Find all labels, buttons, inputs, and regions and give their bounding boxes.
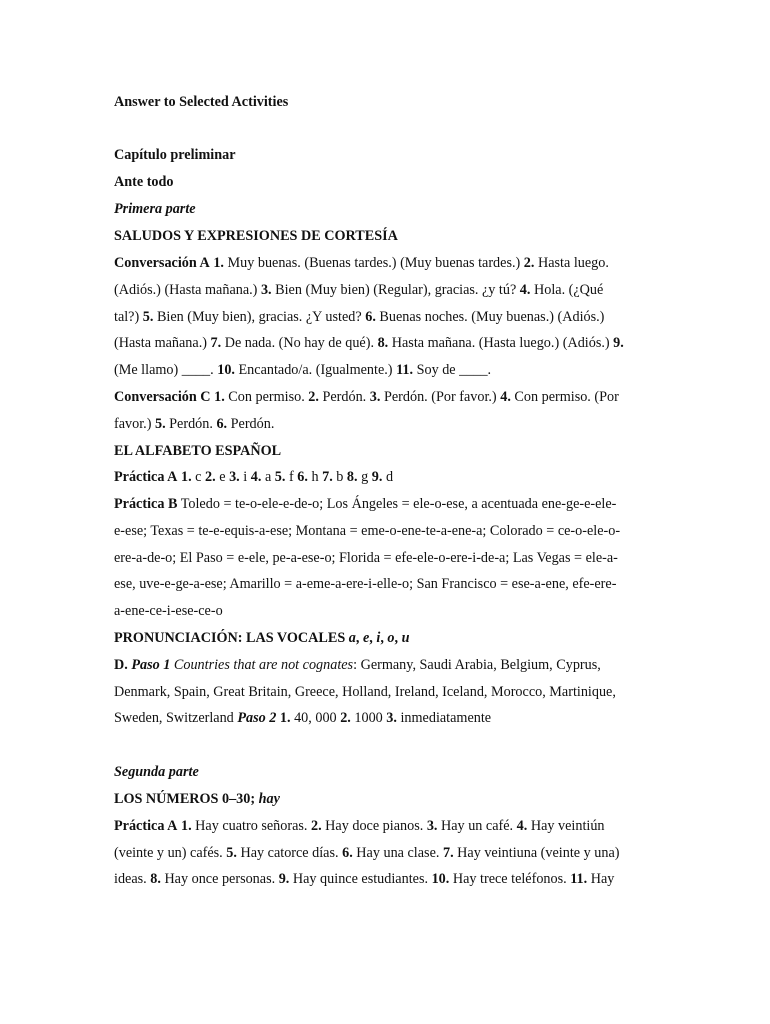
text-run: Hay veintiún: [527, 818, 605, 834]
item-number: 10.: [217, 362, 235, 378]
item-number: 9.: [278, 871, 290, 887]
item-number: 10.: [431, 871, 450, 887]
text-run: Bien (Muy bien), gracias. ¿Y usted?: [153, 309, 366, 325]
vowel-letter: u: [401, 630, 410, 646]
text-run: Hasta luego.: [534, 255, 609, 271]
practica-b-line-2: e-ese; Texas = te-e-equis-a-ese; Montana = eme-o-ene-te-a-ene-a; Colorado = ce-o-ele-o-: [114, 523, 621, 539]
conversacion-c-line-1: [114, 384, 619, 411]
item-number: 7.: [442, 845, 454, 861]
conversacion-c-line-2: [114, 411, 274, 438]
page-title: Answer to Selected Activities: [114, 94, 289, 110]
vowel-separator: ,: [355, 630, 363, 646]
item-number: 4.: [500, 389, 511, 405]
pronunciacion-heading-text: PRONUNCIACIÓN: LAS VOCALES: [114, 630, 346, 646]
vowel-separator: ,: [380, 630, 388, 646]
item-number: 11.: [396, 362, 414, 378]
practica-a-alfabeto: [114, 464, 393, 491]
item-number: 1.: [279, 710, 291, 726]
text-run: Bien (Muy bien) (Regular), gracias. ¿y tú?: [271, 282, 520, 298]
item-number: 8.: [150, 871, 161, 887]
practica-a-numeros-line-3: [114, 866, 614, 893]
text-run: Con permiso. (Por: [510, 389, 619, 405]
text-run: favor.): [114, 416, 155, 432]
conversacion-a-line-1: [114, 250, 609, 277]
conversacion-c-runs-1: [214, 389, 619, 405]
text-run: De nada. (No hay de qué).: [221, 335, 378, 351]
text-run: Hay doce pianos.: [321, 818, 427, 834]
item-number: 5.: [274, 469, 286, 485]
countries-label: Countries that are not cognates: [173, 657, 354, 673]
item-number: 7.: [210, 335, 222, 351]
item-number: 5.: [226, 845, 237, 861]
item-number: 6.: [297, 469, 308, 485]
item-number: 2.: [523, 255, 535, 271]
text-run: inmediatamente: [396, 710, 492, 726]
text-run: Hay quince estudiantes.: [289, 871, 432, 887]
item-number: 5.: [154, 416, 166, 432]
text-run: Con permiso.: [224, 389, 309, 405]
item-number: 9.: [613, 335, 624, 351]
item-number: 1.: [180, 818, 192, 834]
numeros-hay: hay: [258, 791, 280, 807]
conversacion-a-line-3: [114, 304, 604, 331]
text-run: Hay once personas.: [160, 871, 279, 887]
chapter-heading: Capítulo preliminar: [114, 147, 236, 163]
text-run: 40, 000: [290, 710, 341, 726]
text-run: Hola. (¿Qué: [530, 282, 604, 298]
pronunciacion-heading: [114, 625, 409, 652]
item-number: 1.: [180, 469, 192, 485]
item-number: 6.: [365, 309, 376, 325]
text-run: Hay catorce días.: [236, 845, 343, 861]
item-number: 3.: [369, 389, 381, 405]
text-run: (Adiós.) (Hasta mañana.): [114, 282, 261, 298]
practica-b-line-3: ere-a-de-o; El Paso = e-ele, pe-a-ese-o; Florida = efe-ele-o-ere-i-de-a; Las Vegas = ele-a-: [114, 550, 618, 566]
vowel-separator: ,: [369, 630, 377, 646]
item-number: 2.: [340, 710, 351, 726]
vowel-letter: e: [362, 630, 370, 646]
practica-b-label: Práctica B: [114, 496, 178, 512]
text-run: Soy de ____.: [413, 362, 492, 378]
item-number: 4.: [516, 818, 528, 834]
text-run: Hay trece teléfonos.: [449, 871, 571, 887]
item-number: 8.: [346, 469, 358, 485]
vowel-letter: o: [387, 630, 395, 646]
practica-a-numeros-label: Práctica A: [114, 818, 178, 834]
text-run: Buenas noches. (Muy buenas.) (Adiós.): [375, 309, 605, 325]
numeros-heading-text: LOS NÚMEROS 0–30;: [114, 791, 259, 807]
activity-d-line-2: Denmark, Spain, Great Britain, Greece, Holland, Ireland, Iceland, Morocco, Martinique,: [114, 684, 616, 700]
item-number: 8.: [377, 335, 389, 351]
practica-a-numeros-line-2: [114, 840, 619, 867]
item-number: 3.: [260, 282, 272, 298]
practica-a-numeros-line-1: [114, 813, 605, 840]
practica-b-line-4: ese, uve-e-ge-a-ese; Amarillo = a-eme-a-ere-i-elle-o; San Francisco = ese-a-ene, efe-ere-: [114, 576, 617, 592]
conversacion-a-line-4: [114, 330, 624, 357]
text-run: d: [382, 469, 394, 485]
practica-a-numeros-runs-1: [181, 818, 605, 834]
primera-parte-heading: Primera parte: [114, 201, 196, 217]
text-run: Hay una clase.: [352, 845, 443, 861]
item-number: 11.: [570, 871, 588, 887]
text-run: e: [215, 469, 230, 485]
activity-d-text-1: : Germany, Saudi Arabia, Belgium, Cyprus,: [353, 657, 601, 673]
item-number: 6.: [342, 845, 353, 861]
text-run: ideas.: [114, 871, 151, 887]
paso-2-label: Paso 2: [237, 710, 277, 726]
ante-todo-heading: Ante todo: [114, 174, 174, 190]
activity-d-line-3: [114, 705, 491, 732]
item-number: 1.: [214, 389, 225, 405]
item-number: 5.: [142, 309, 154, 325]
text-run: f: [285, 469, 298, 485]
numeros-heading: [114, 786, 280, 813]
text-run: (Hasta mañana.): [114, 335, 211, 351]
text-run: Perdón.: [165, 416, 217, 432]
item-number: 2.: [310, 818, 322, 834]
item-number: 6.: [216, 416, 228, 432]
text-run: Hay cuatro señoras.: [191, 818, 311, 834]
text-run: Hay un café.: [437, 818, 517, 834]
text-run: Muy buenas. (Buenas tardes.) (Muy buenas tardes.): [223, 255, 524, 271]
vowel-letter: i: [376, 630, 381, 646]
saludos-heading: SALUDOS Y EXPRESIONES DE CORTESÍA: [114, 228, 398, 244]
vowel-separator: ,: [394, 630, 402, 646]
item-number: 3.: [229, 469, 240, 485]
segunda-parte-heading: Segunda parte: [114, 764, 199, 780]
vowel-letter: a: [348, 630, 356, 646]
text-run: h: [307, 469, 323, 485]
conversacion-a-line-5: [114, 357, 491, 384]
text-run: g: [357, 469, 372, 485]
text-run: Hay veintiuna (veinte y una): [453, 845, 620, 861]
text-run: tal?): [114, 309, 143, 325]
text-run: (veinte y un) cafés.: [114, 845, 227, 861]
text-run: Perdón. (Por favor.): [380, 389, 501, 405]
item-number: 4.: [250, 469, 262, 485]
conversacion-c-label: Conversación C: [114, 389, 211, 405]
vowels-list: [349, 630, 410, 646]
text-run: i: [239, 469, 251, 485]
item-number: 2.: [205, 469, 216, 485]
item-number: 7.: [322, 469, 333, 485]
paso-2-items: [280, 710, 491, 726]
item-number: 9.: [371, 469, 383, 485]
paso-1-label: Paso 1: [131, 657, 171, 673]
practica-a-items: [181, 469, 393, 485]
text-run: Hay: [587, 871, 615, 887]
practica-a-label: Práctica A: [114, 469, 178, 485]
activity-d-text-3: Sweden, Switzerland: [114, 710, 238, 726]
activity-d-line-1: [114, 652, 601, 679]
text-run: a: [261, 469, 275, 485]
conversacion-a-runs-1: [213, 255, 609, 271]
item-number: 4.: [519, 282, 531, 298]
text-run: b: [332, 469, 347, 485]
item-number: 2.: [308, 389, 319, 405]
alfabeto-heading: EL ALFABETO ESPAÑOL: [114, 443, 282, 459]
activity-d-label: D.: [114, 657, 128, 673]
text-run: 1000: [350, 710, 387, 726]
practica-b-text-1: Toledo = te-o-ele-e-de-o; Los Ángeles = ele-o-ese, a acentuada ene-ge-e-ele-: [177, 496, 617, 512]
text-run: Perdón.: [318, 389, 370, 405]
text-run: Perdón.: [227, 416, 275, 432]
item-number: 1.: [213, 255, 224, 271]
practica-b-line-1: [114, 491, 616, 518]
text-run: Encantado/a. (Igualmente.): [234, 362, 397, 378]
text-run: (Me llamo) ____.: [114, 362, 218, 378]
item-number: 3.: [386, 710, 397, 726]
item-number: 3.: [426, 818, 438, 834]
text-run: c: [191, 469, 206, 485]
conversacion-a-line-2: [114, 277, 603, 304]
practica-b-line-5: a-ene-ce-i-ese-ce-o: [114, 603, 223, 619]
text-run: Hasta mañana. (Hasta luego.) (Adiós.): [388, 335, 614, 351]
conversacion-a-label: Conversación A: [114, 255, 210, 271]
